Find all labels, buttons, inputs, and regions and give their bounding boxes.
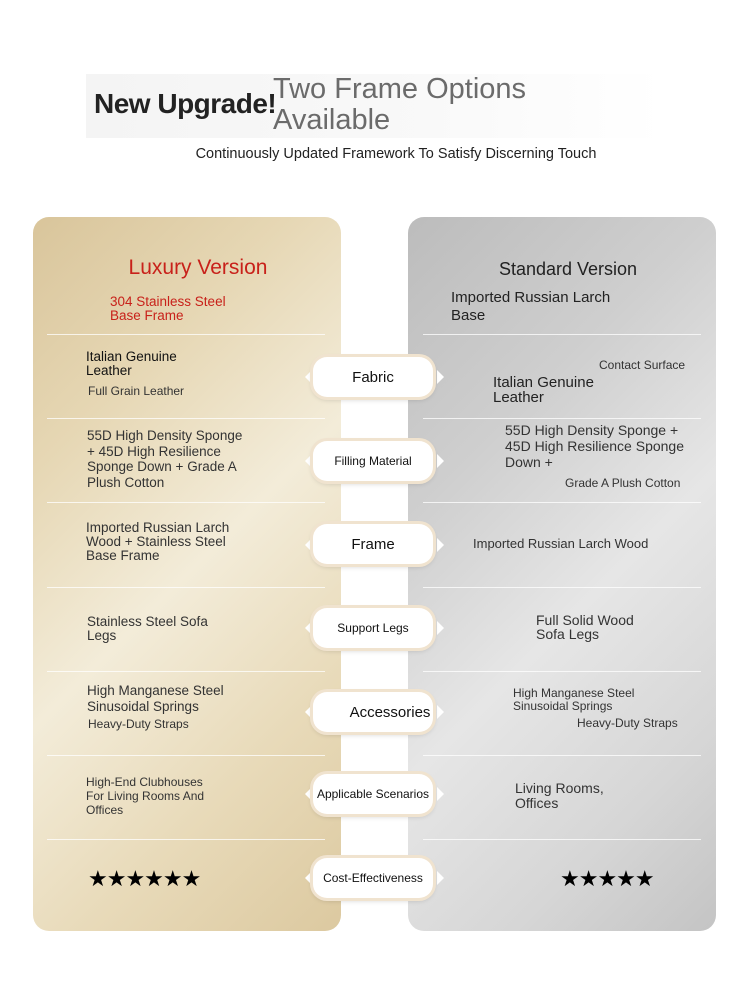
arrow-right-icon xyxy=(437,621,444,635)
standard-filling xyxy=(505,422,684,470)
luxury-legs-line: Stainless Steel Sofa xyxy=(87,614,208,629)
arrow-right-icon xyxy=(437,787,444,801)
luxury-accessories-line: Sinusoidal Springs xyxy=(87,699,199,714)
standard-scenarios-line: Living Rooms, xyxy=(515,780,604,796)
category-support-legs xyxy=(313,608,433,648)
standard-filling-line: Down + xyxy=(505,454,553,470)
page-title xyxy=(273,74,526,136)
category-label: Filling Material xyxy=(334,454,412,468)
arrow-right-icon xyxy=(437,454,444,468)
standard-divider xyxy=(423,755,701,756)
standard-star-rating: ★★★★★ xyxy=(560,866,654,891)
standard-divider xyxy=(423,671,701,672)
luxury-filling-line: Plush Cotton xyxy=(87,474,165,490)
arrow-right-icon xyxy=(437,370,444,384)
arrow-right-icon xyxy=(437,705,444,719)
luxury-frame xyxy=(86,521,229,563)
standard-filling-line: 55D High Density Sponge + xyxy=(505,422,679,438)
category-frame xyxy=(313,524,433,564)
standard-legs-line: Full Solid Wood xyxy=(536,612,634,628)
upgrade-heading: New Upgrade! xyxy=(94,88,277,119)
arrow-left-icon xyxy=(305,538,312,552)
standard-title: Standard Version xyxy=(498,259,638,279)
luxury-divider xyxy=(47,502,325,503)
standard-fabric-line: Leather xyxy=(493,389,544,406)
luxury-accessories xyxy=(87,683,224,715)
luxury-accessories-sub: Heavy-Duty Straps xyxy=(88,717,189,731)
standard-base-line: Base xyxy=(451,307,486,324)
standard-scenarios-line: Offices xyxy=(515,795,559,811)
standard-base-line: Imported Russian Larch xyxy=(451,289,611,306)
standard-accessories xyxy=(513,687,634,713)
luxury-divider xyxy=(47,671,325,672)
arrow-right-icon xyxy=(437,538,444,552)
arrow-left-icon xyxy=(305,871,312,885)
category-label: Fabric xyxy=(352,368,394,386)
luxury-filling xyxy=(87,428,242,490)
luxury-frame-line: Wood + Stainless Steel xyxy=(86,534,226,549)
luxury-base xyxy=(110,295,226,323)
standard-fabric-label: Contact Surface xyxy=(599,358,686,372)
standard-fabric-line: Italian Genuine xyxy=(493,374,594,391)
standard-divider xyxy=(423,839,701,840)
luxury-scenarios-line: For Living Rooms And xyxy=(86,789,205,803)
luxury-scenarios-line: Offices xyxy=(86,803,124,817)
page-subtitle: Continuously Updated Framework To Satisfy Discerning Touch xyxy=(195,146,597,162)
page-title-line2: Available xyxy=(273,104,391,136)
category-label: Accessories xyxy=(349,703,431,721)
arrow-left-icon xyxy=(305,705,312,719)
arrow-right-icon xyxy=(437,871,444,885)
standard-scenarios xyxy=(515,781,604,811)
luxury-frame-line: Base Frame xyxy=(86,548,160,563)
standard-divider xyxy=(423,587,701,588)
arrow-left-icon xyxy=(305,370,312,384)
luxury-card xyxy=(33,217,341,931)
standard-accessories-line: High Manganese Steel xyxy=(513,686,635,700)
standard-base xyxy=(451,289,610,325)
standard-accessories-line: Sinusoidal Springs xyxy=(513,699,613,713)
category-label: Frame xyxy=(351,535,395,553)
category-scenarios xyxy=(313,774,433,814)
luxury-legs xyxy=(87,615,208,643)
page-title-line1: Two Frame Options xyxy=(273,73,527,105)
luxury-scenarios xyxy=(86,775,204,817)
category-label: Support Legs xyxy=(337,621,409,635)
luxury-base-line: Base Frame xyxy=(110,308,184,323)
category-label: Cost-Effectiveness xyxy=(323,871,423,885)
luxury-accessories-line: High Manganese Steel xyxy=(87,683,224,698)
standard-divider xyxy=(423,334,701,335)
arrow-left-icon xyxy=(305,454,312,468)
standard-legs-line: Sofa Legs xyxy=(536,626,600,642)
luxury-fabric-sub: Full Grain Leather xyxy=(88,384,185,398)
category-accessories xyxy=(313,692,433,732)
luxury-divider xyxy=(47,334,325,335)
category-cost xyxy=(313,858,433,898)
luxury-title: Luxury Version xyxy=(128,256,268,279)
luxury-filling-line: 55D High Density Sponge xyxy=(87,428,243,443)
luxury-filling-line: + 45D High Resilience xyxy=(87,443,221,459)
standard-divider xyxy=(423,418,701,419)
luxury-legs-line: Legs xyxy=(87,628,117,643)
luxury-fabric-line: Italian Genuine xyxy=(86,349,177,364)
luxury-frame-line: Imported Russian Larch xyxy=(86,520,230,535)
standard-divider xyxy=(423,502,701,503)
luxury-filling-line: Sponge Down + Grade A xyxy=(87,459,237,474)
luxury-divider xyxy=(47,418,325,419)
luxury-divider xyxy=(47,587,325,588)
luxury-divider xyxy=(47,839,325,840)
category-label: Applicable Scenarios xyxy=(316,787,430,801)
luxury-star-rating: ★★★★★★ xyxy=(88,866,201,891)
arrow-left-icon xyxy=(305,621,312,635)
luxury-scenarios-line: High-End Clubhouses xyxy=(86,775,203,789)
category-filling xyxy=(313,441,433,481)
luxury-fabric-line: Leather xyxy=(86,363,132,378)
standard-accessories-sub: Heavy-Duty Straps xyxy=(577,716,678,730)
luxury-base-line: 304 Stainless Steel xyxy=(110,294,226,309)
category-fabric xyxy=(313,357,433,397)
standard-fabric xyxy=(493,375,594,405)
luxury-divider xyxy=(47,755,325,756)
standard-frame: Imported Russian Larch Wood xyxy=(473,536,649,551)
arrow-left-icon xyxy=(305,787,312,801)
standard-legs xyxy=(536,613,634,641)
standard-filling-sub: Grade A Plush Cotton xyxy=(565,476,681,490)
standard-filling-line: 45D High Resilience Sponge xyxy=(505,438,684,454)
luxury-fabric xyxy=(86,350,177,378)
